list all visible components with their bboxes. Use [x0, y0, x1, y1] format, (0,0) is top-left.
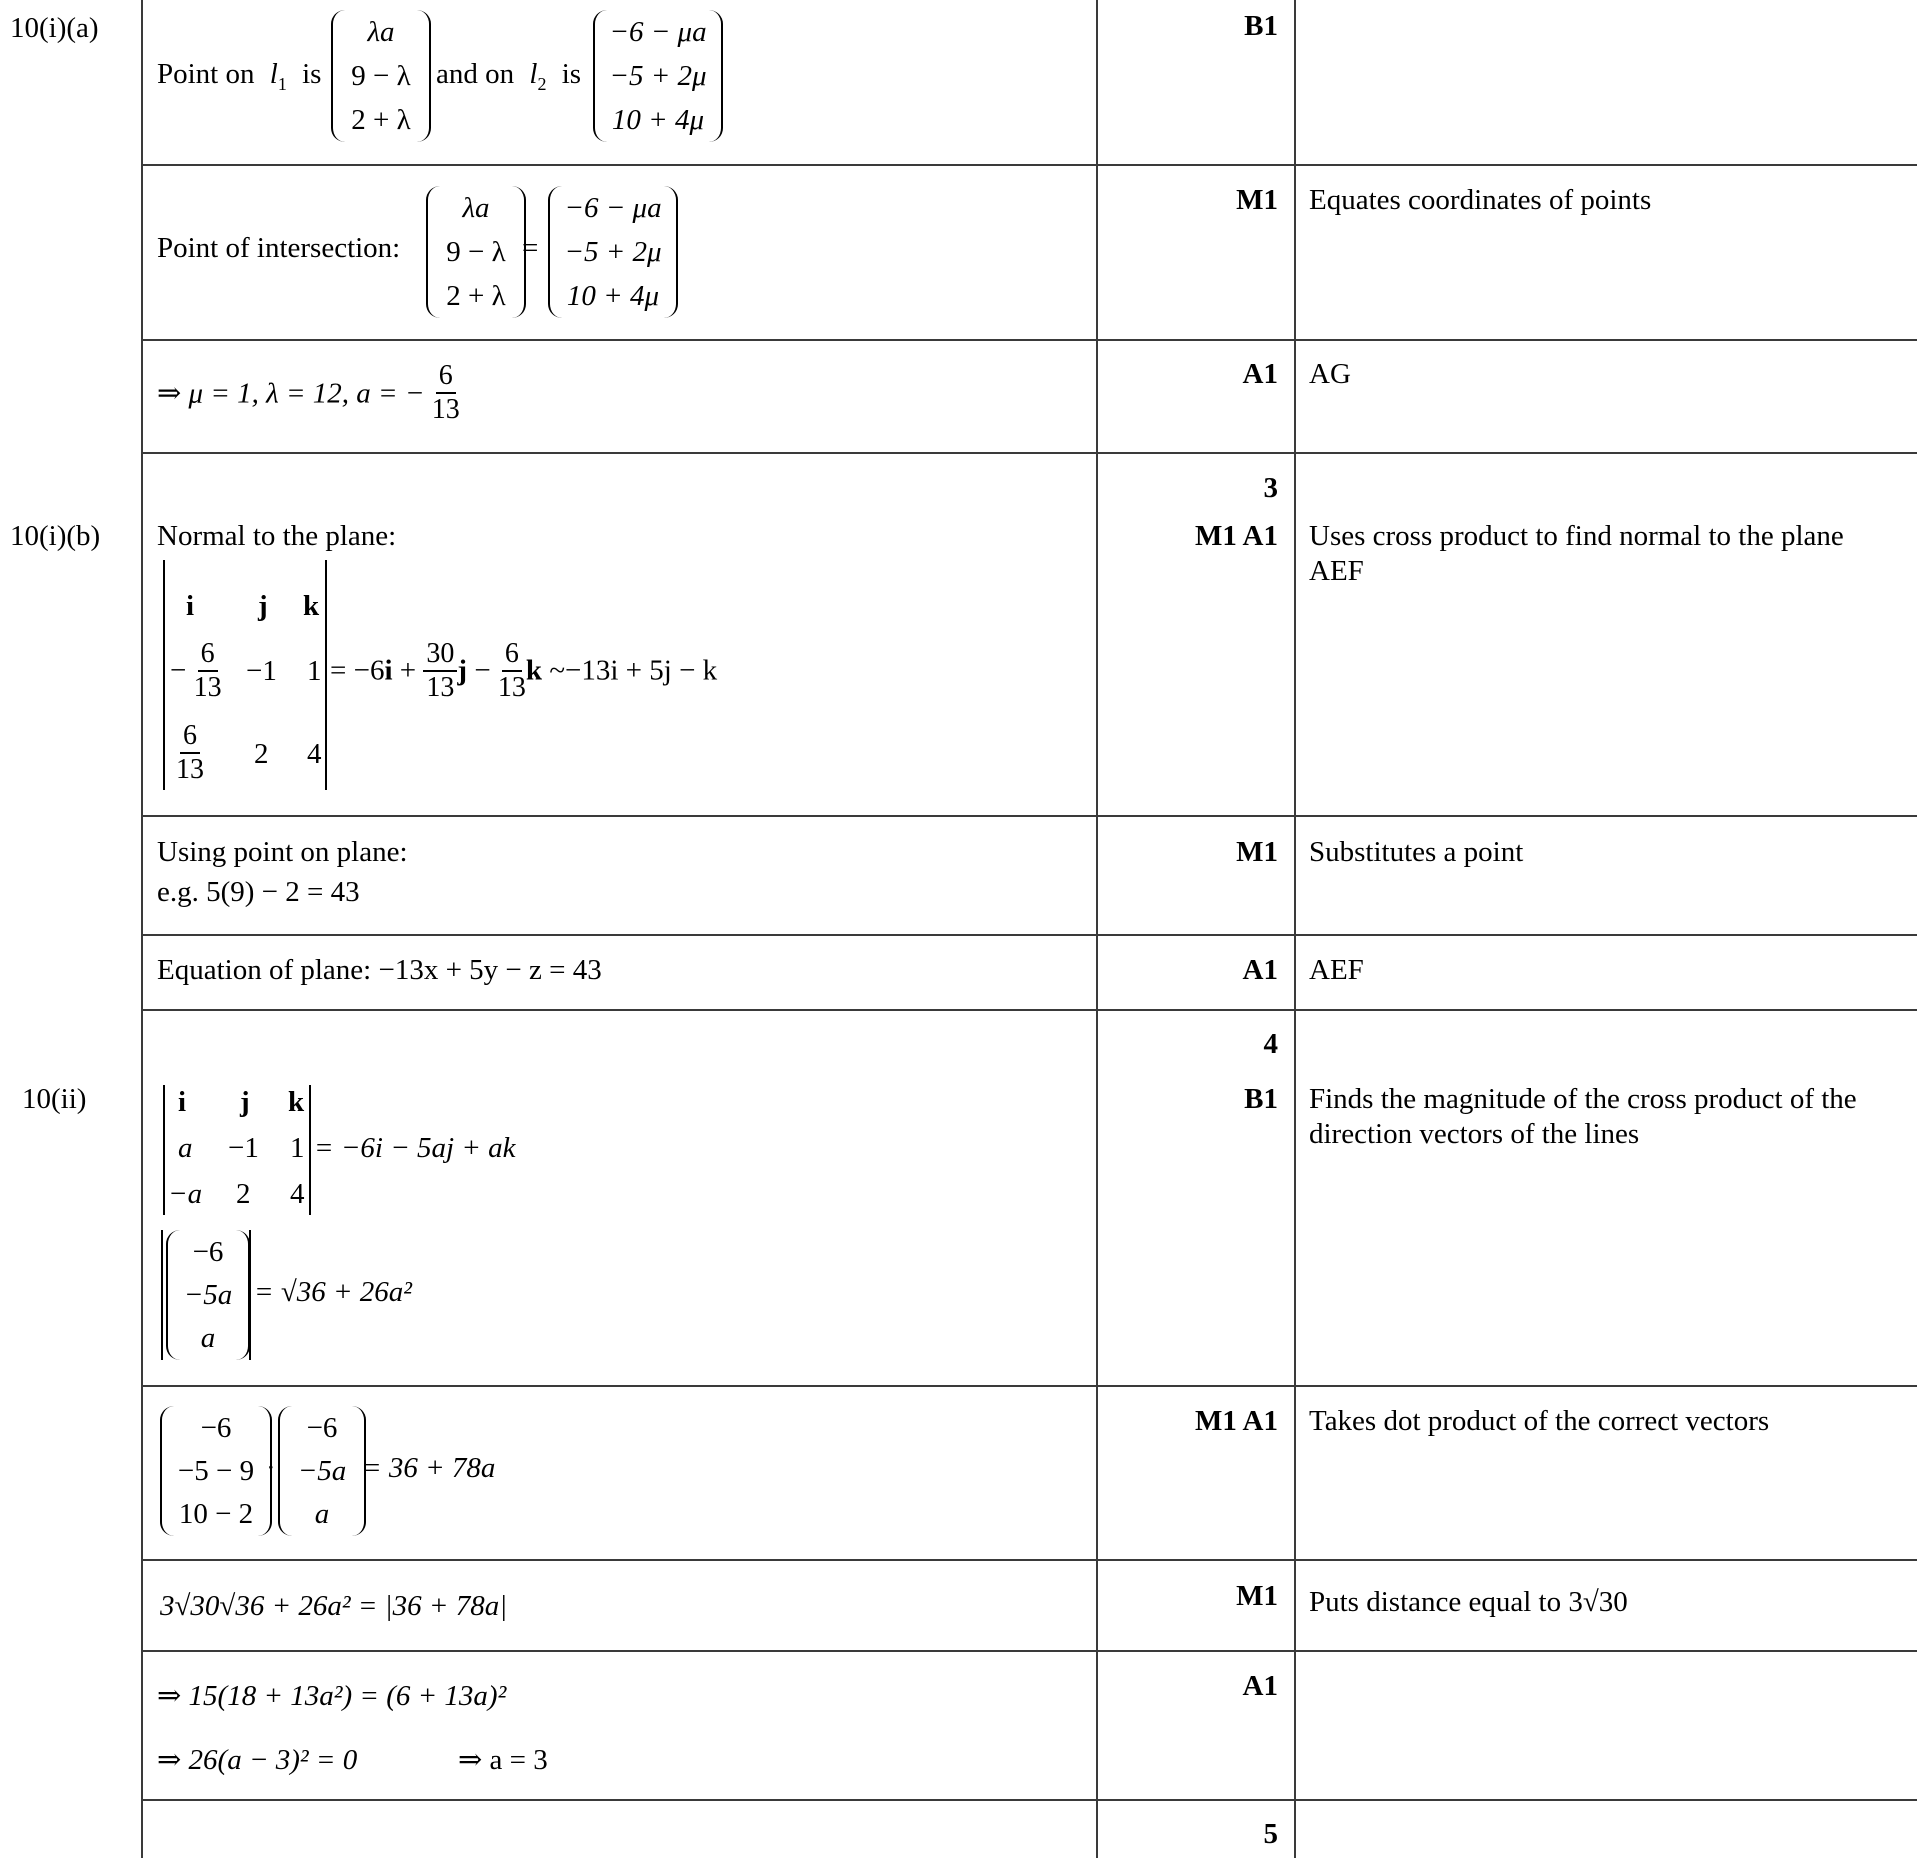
vector-entry: −5a [297, 1455, 347, 1487]
vector-entry: 9 − λ [351, 60, 411, 92]
mark: B1 [1244, 10, 1278, 42]
row-divider [141, 452, 1917, 454]
row-divider [141, 164, 1917, 166]
det-head-k: k [303, 590, 320, 622]
comment: Uses cross product to find normal to the plane [1309, 520, 1844, 552]
vector-entry: a [314, 1498, 330, 1530]
det-entry: 1 [307, 655, 322, 687]
row5-line2: e.g. 5(9) − 2 = 43 [157, 876, 360, 908]
dot-vector-1 [160, 1406, 272, 1536]
distance-equation: 3√30√36 + 26a² = |36 + 78a| [160, 1590, 508, 1622]
det-entry: 4 [307, 738, 322, 770]
det-row2-first: − $\frac{6}{13}$ [170, 638, 222, 703]
row1-text [157, 58, 321, 95]
denominator: 13 [497, 672, 526, 703]
det-head-k: k [288, 1086, 305, 1118]
part-total: 5 [1263, 1818, 1278, 1850]
vector-entry: a [200, 1322, 216, 1354]
text: is [561, 58, 582, 90]
solution-line2: ⇒ 26(a − 3)² = 0 [157, 1744, 358, 1776]
comment: AEF [1309, 954, 1364, 986]
vector-entry: −6 − μa [609, 16, 707, 48]
det-entry: 4 [290, 1178, 305, 1210]
plane-equation: Equation of plane: −13x + 5y − z = 43 [157, 954, 602, 986]
math-text: ~−13i + 5j − k [542, 654, 718, 687]
vector-entry: −6 [200, 1412, 232, 1444]
cross-product-result: = −6i − 5aj + ak [314, 1132, 516, 1164]
row5-line1: Using point on plane: [157, 836, 408, 868]
det-entry: −a [168, 1178, 203, 1210]
numerator: 6 [198, 638, 218, 672]
vector-entry: 9 − λ [446, 236, 506, 268]
comment: Takes dot product of the correct vectors [1309, 1405, 1770, 1437]
row-divider [141, 1559, 1917, 1561]
part-total: 4 [1263, 1028, 1278, 1060]
cross-product-result [330, 638, 717, 704]
mark: M1 [1236, 1580, 1278, 1612]
det-entry: 2 [254, 738, 269, 770]
math-text: ⇒ μ = 1, λ = 12, a = − [157, 377, 425, 410]
det-head-i: i [178, 1086, 187, 1118]
row1-text-2 [436, 58, 581, 95]
fraction [423, 638, 457, 704]
vector-entry: −6 [306, 1412, 338, 1444]
comments-column-border [1294, 0, 1296, 1858]
vector-entry: −5a [183, 1279, 233, 1311]
det-entry: −1 [228, 1132, 259, 1164]
vector-entry: 10 + 4μ [566, 280, 660, 312]
text: Point on [157, 58, 255, 90]
vector-entry: −5 − 9 [177, 1455, 255, 1487]
vector-entry: −5 + 2μ [609, 60, 707, 92]
numerator: 6 [436, 360, 456, 394]
subscript: 1 [277, 73, 287, 94]
vector-entry: 2 + λ [446, 280, 506, 312]
solution-line1: ⇒ 15(18 + 13a²) = (6 + 13a)² [157, 1680, 507, 1712]
comment: Equates coordinates of points [1309, 184, 1652, 216]
row-divider [141, 1385, 1917, 1387]
mark: A1 [1242, 1670, 1278, 1702]
mark: M1 [1236, 184, 1278, 216]
line-symbol: l [529, 58, 538, 90]
table-left-border [141, 0, 143, 1858]
row-divider [141, 815, 1917, 817]
row4-label: Normal to the plane: [157, 520, 397, 552]
det-entry: 1 [290, 1132, 305, 1164]
line-symbol: l [269, 58, 278, 90]
subscript: 2 [537, 73, 547, 94]
numerator: 6 [502, 638, 522, 672]
det-head-i: i [186, 590, 195, 622]
mark: B1 [1244, 1083, 1278, 1115]
question-number: 10(i)(a) [10, 12, 99, 44]
dot-vector-2 [278, 1406, 366, 1536]
row2-label: Point of intersection: [157, 232, 401, 264]
det-entry: 2 [236, 1178, 251, 1210]
math-text: = −6 [330, 654, 385, 687]
det-row3-first [176, 720, 204, 786]
numerator: 30 [423, 638, 457, 672]
mark: A1 [1242, 358, 1278, 390]
comment: Finds the magnitude of the cross product of the [1309, 1083, 1857, 1115]
vector-entry: 10 − 2 [178, 1498, 254, 1530]
unit-vector: k [525, 654, 543, 687]
det-head-j: j [258, 590, 268, 622]
row3-result [157, 360, 460, 426]
row-divider [141, 1009, 1917, 1011]
vector-entry: −5 + 2μ [564, 236, 662, 268]
math-text: + [392, 654, 417, 687]
mark: M1 A1 [1195, 1405, 1278, 1437]
comment: AG [1309, 358, 1351, 390]
vector-entry: λa [367, 16, 395, 48]
vector-l1-point [426, 186, 526, 318]
fraction [176, 720, 204, 786]
vector-l2-point [593, 10, 723, 142]
unit-vector: j [457, 654, 468, 687]
vector-entry: −6 − μa [564, 192, 662, 224]
row-divider [141, 1799, 1917, 1801]
text: and on [436, 58, 515, 90]
comment: direction vectors of the lines [1309, 1118, 1640, 1150]
numerator: 6 [180, 720, 200, 754]
question-number: 10(i)(b) [10, 520, 101, 552]
part-total: 3 [1263, 472, 1278, 504]
det-entry: −1 [246, 655, 277, 687]
fraction [498, 638, 526, 704]
denominator: 13 [193, 672, 222, 703]
comment: Puts distance equal to 3√30 [1309, 1586, 1628, 1618]
denominator: 13 [431, 394, 460, 425]
vector-entry: −6 [192, 1236, 224, 1268]
fraction [194, 638, 222, 704]
mark: A1 [1242, 954, 1278, 986]
denominator: 13 [426, 672, 455, 703]
question-number: 10(ii) [22, 1083, 87, 1115]
dot-result: = 36 + 78a [362, 1452, 496, 1484]
row-divider [141, 339, 1917, 341]
dot-operator: · [266, 1452, 276, 1484]
equals-sign: = [522, 232, 539, 264]
magnitude-vector [166, 1230, 250, 1360]
fraction [432, 360, 460, 426]
math-text: − [467, 654, 491, 687]
comment: Substitutes a point [1309, 836, 1524, 868]
row-divider [141, 1650, 1917, 1652]
text: is [302, 58, 322, 90]
vector-entry: 2 + λ [351, 104, 411, 136]
comment: AEF [1309, 555, 1364, 587]
mark: M1 A1 [1195, 520, 1278, 552]
mark: M1 [1236, 836, 1278, 868]
det-head-j: j [240, 1086, 250, 1118]
vector-l1-point [331, 10, 431, 142]
denominator: 13 [176, 754, 204, 785]
magnitude-result: = √36 + 26a² [254, 1276, 412, 1308]
unit-vector: i [384, 654, 393, 687]
vector-entry: λa [462, 192, 490, 224]
det-entry: a [178, 1132, 193, 1164]
vector-l2-point [548, 186, 678, 318]
row-divider [141, 934, 1917, 936]
solution-answer: ⇒ a = 3 [458, 1744, 548, 1776]
vector-entry: 10 + 4μ [611, 104, 705, 136]
